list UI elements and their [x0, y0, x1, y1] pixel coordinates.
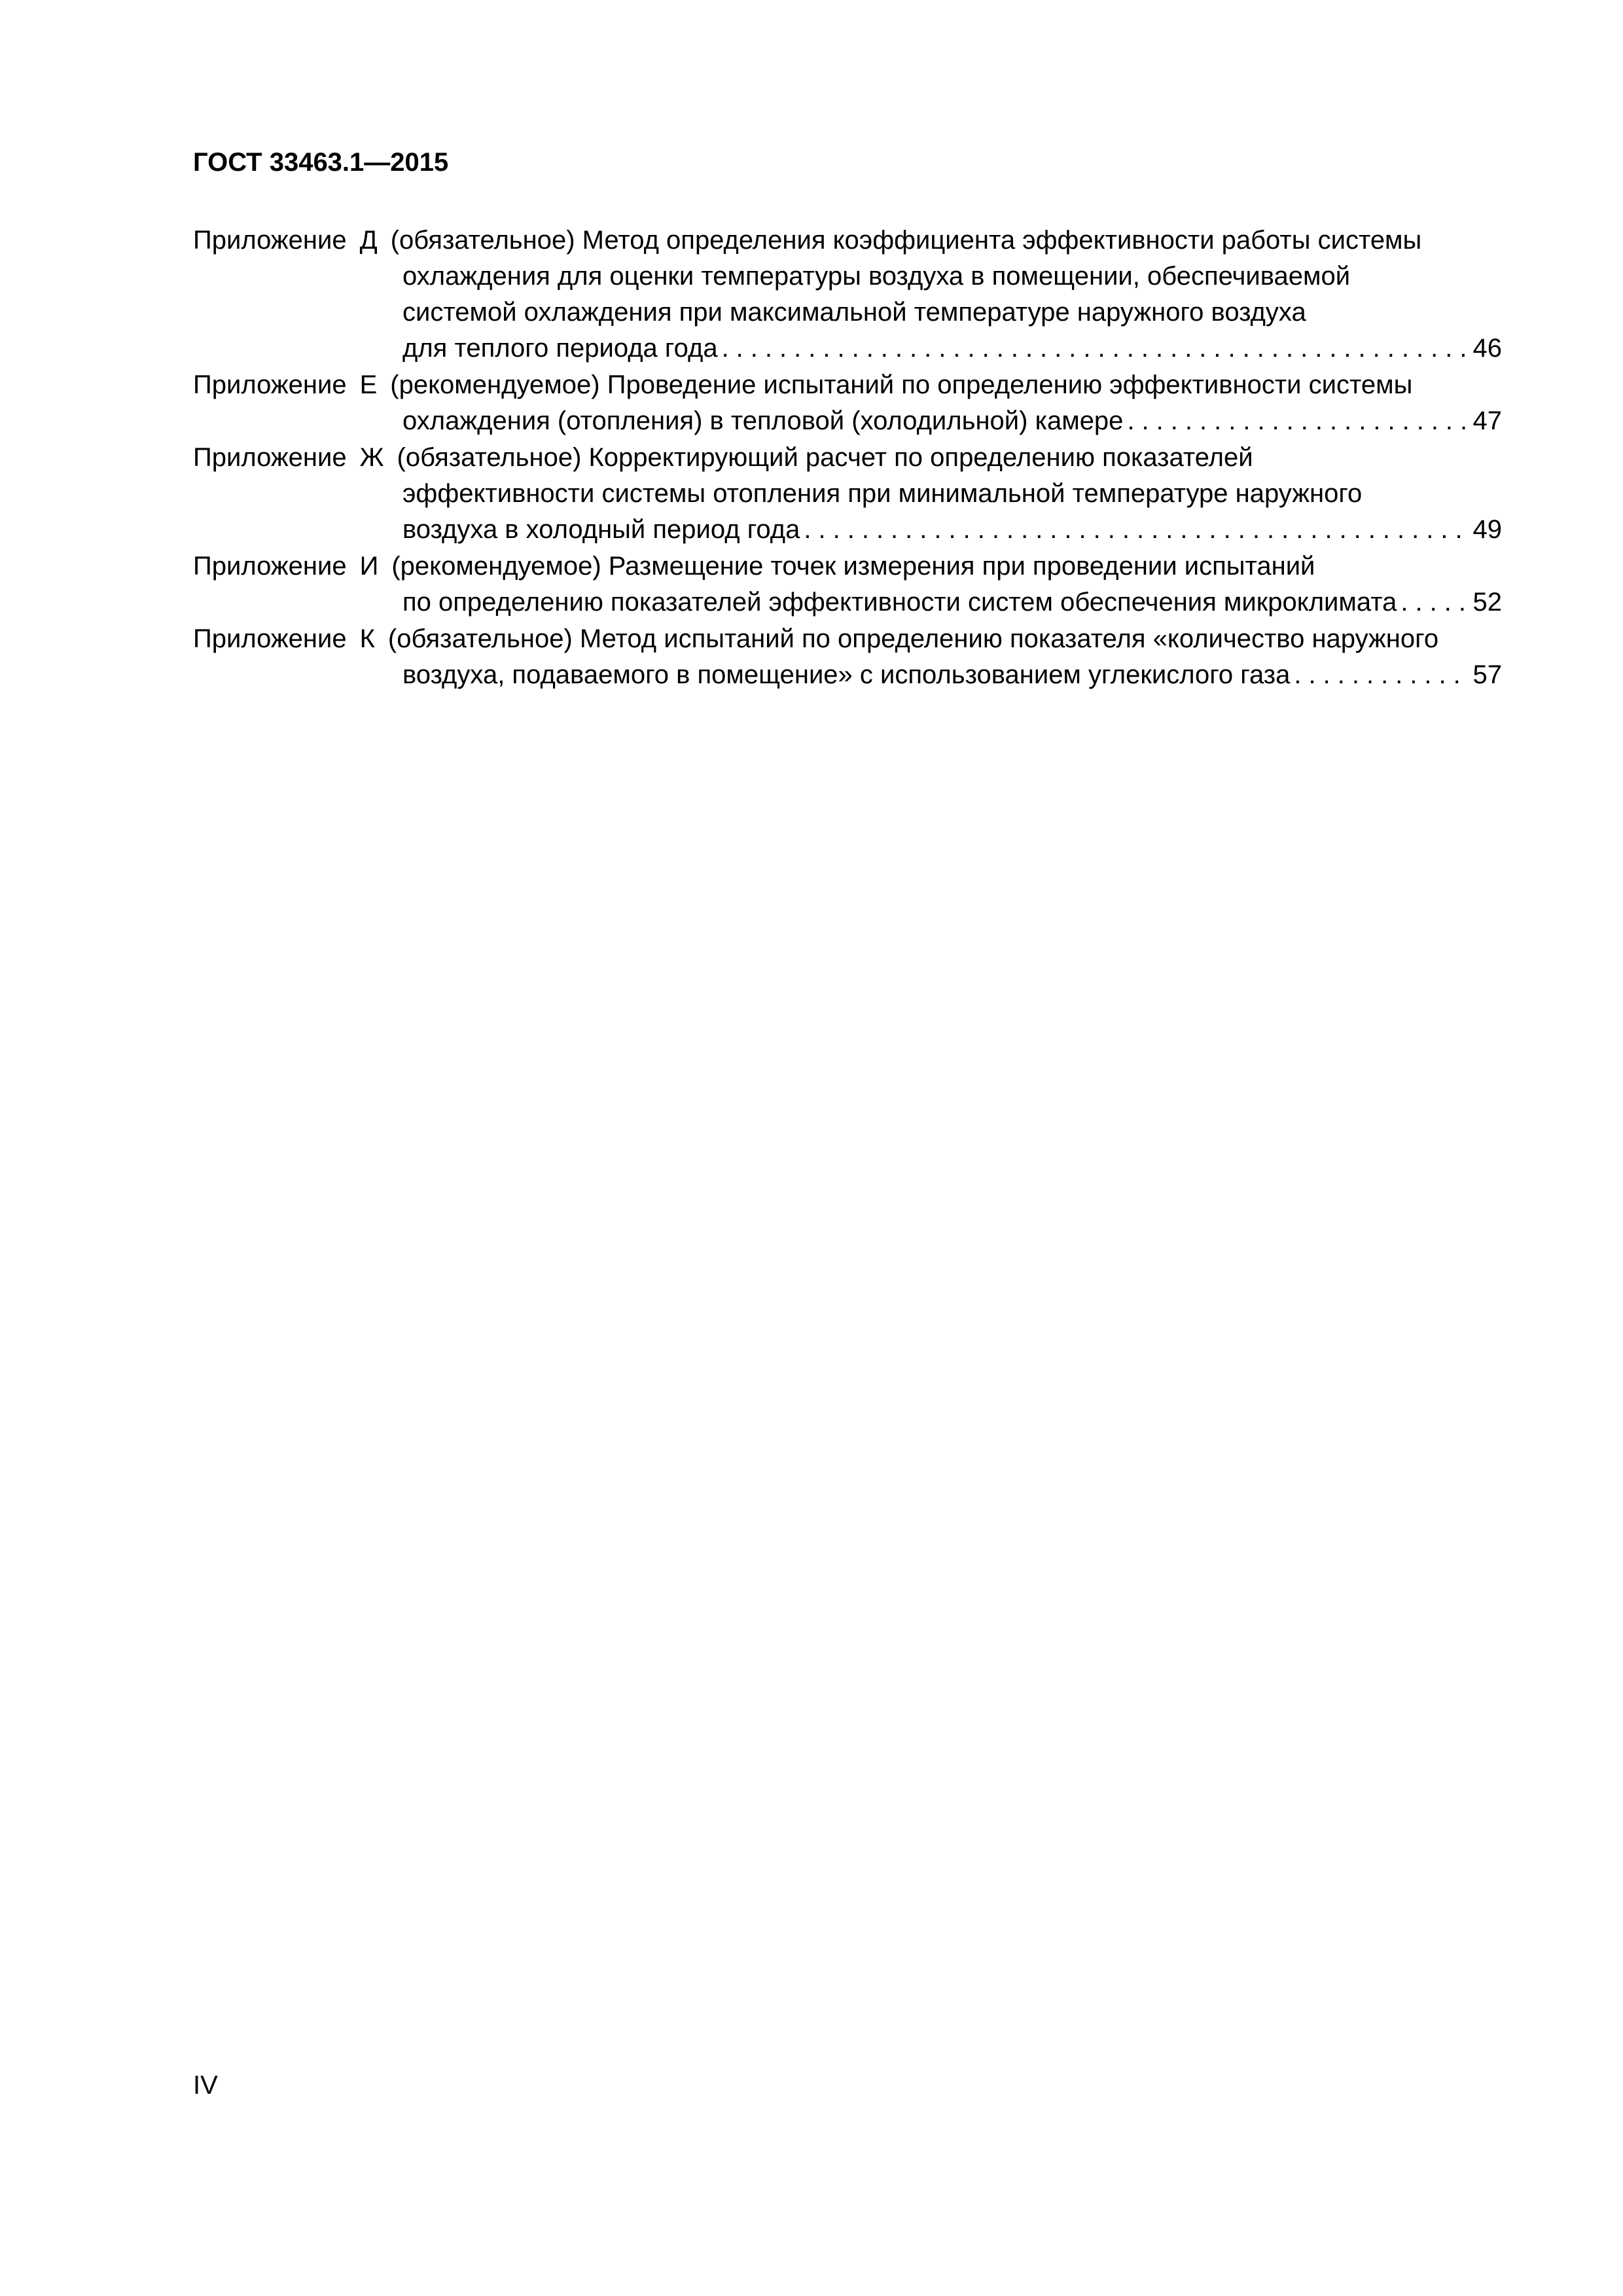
toc-entry-last-text: охлаждения (отопления) в тепловой (холодильной) камере [402, 406, 1124, 435]
toc-entry-appendix-k[interactable] [193, 621, 1502, 693]
toc-page-number[interactable]: 57 [1472, 660, 1502, 689]
toc-entry-appendix-e[interactable] [193, 367, 1502, 439]
appendix-word: Приложение [193, 624, 347, 653]
toc-entry-continuation-line: системой охлаждения при максимальной температуре наружного воздуха [402, 298, 1306, 327]
document-id-header: ГОСТ 33463.1—2015 [193, 148, 449, 177]
toc-entry-title-line: (обязательное) Корректирующий расчет по определению показателей [397, 443, 1253, 472]
toc-entry-continuation-line: охлаждения для оценки температуры воздуха в помещении, обеспечиваемой [402, 262, 1351, 291]
appendix-letter: И [359, 552, 379, 581]
toc-entry-last-line [193, 512, 1502, 548]
toc-entry-last-line [193, 331, 1502, 367]
toc-entry-last-text: по определению показателей эффективности систем обеспечения микроклимата [402, 588, 1397, 617]
page-number-footer: IV [193, 2071, 218, 2100]
toc-entry-title-line: (рекомендуемое) Размещение точек измерения при проведении испытаний [391, 552, 1315, 581]
toc-entry-appendix-i[interactable] [193, 548, 1502, 620]
toc-page-number[interactable]: 46 [1472, 334, 1502, 363]
toc-entry-last-line [193, 657, 1502, 693]
toc-entry-title-line: (рекомендуемое) Проведение испытаний по определению эффективности системы [390, 370, 1413, 399]
toc-entry-last-line [193, 403, 1502, 439]
appendix-letter: Е [359, 370, 378, 399]
toc-entry-appendix-zh[interactable] [193, 440, 1502, 548]
toc-page-number[interactable]: 52 [1472, 588, 1502, 617]
toc-entry-last-line [193, 584, 1502, 620]
appendix-word: Приложение [193, 226, 347, 255]
toc-entry-first-line [193, 548, 1502, 584]
appendix-letter: Д [359, 226, 378, 255]
dot-leader [1127, 403, 1469, 439]
appendix-word: Приложение [193, 443, 347, 472]
dot-leader [1400, 584, 1469, 620]
toc-entry-appendix-d[interactable] [193, 223, 1502, 367]
toc-entry-first-line [193, 621, 1502, 657]
toc-entry-last-text: для теплого периода года [402, 334, 718, 363]
toc-page-number[interactable]: 49 [1472, 515, 1502, 544]
dot-leader [1294, 657, 1469, 693]
appendix-word: Приложение [193, 552, 347, 581]
toc-entry-first-line [193, 223, 1502, 259]
toc-entry-first-line [193, 440, 1502, 476]
table-of-contents [193, 223, 1502, 693]
toc-entry-title-line: (обязательное) Метод определения коэффициента эффективности работы системы [390, 226, 1422, 255]
dot-leader [804, 512, 1469, 548]
appendix-letter: К [359, 624, 375, 653]
dot-leader [722, 331, 1469, 367]
toc-entry-last-text: воздуха, подаваемого в помещение» с использованием углекислого газа [402, 660, 1291, 689]
appendix-letter: Ж [359, 443, 384, 472]
toc-entry-title-line: (обязательное) Метод испытаний по определению показателя «количество наружного [387, 624, 1439, 653]
toc-page-number[interactable]: 47 [1472, 406, 1502, 435]
toc-entry-continuation-line: эффективности системы отопления при минимальной температуре наружного [402, 479, 1363, 508]
toc-entry-last-text: воздуха в холодный период года [402, 515, 800, 544]
toc-entry-first-line [193, 367, 1502, 403]
appendix-word: Приложение [193, 370, 347, 399]
